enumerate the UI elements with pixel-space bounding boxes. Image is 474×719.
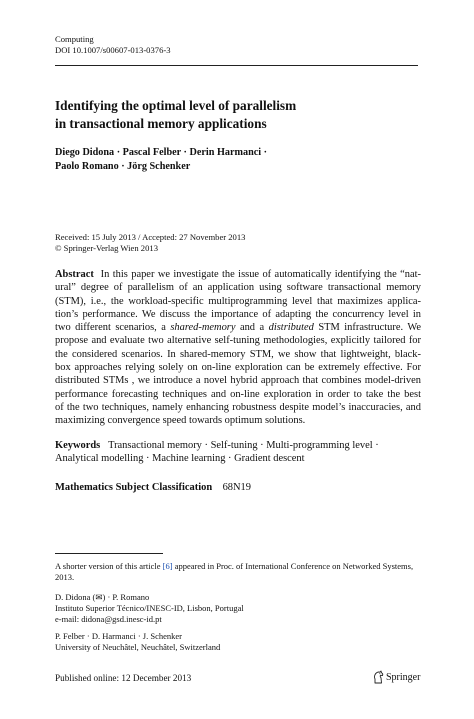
affiliation-email[interactable]: e-mail: didona@gsd.inesc-id.pt xyxy=(55,613,162,624)
abstract-text: two different scenarios, a xyxy=(55,322,171,334)
affiliation-institution: Instituto Superior Técnico/INESC-ID, Lisbon, Portugal xyxy=(55,602,244,613)
journal-header xyxy=(55,34,171,56)
publisher-name: Springer xyxy=(386,671,421,683)
msc-label: Mathematics Subject Classification xyxy=(55,482,213,493)
keywords-line: Analytical modelling · Machine learning · Gradient descent xyxy=(55,453,305,465)
abstract-line: maximizing convergence speed towards optimum solutions. xyxy=(55,415,306,427)
abstract-label: Abstract xyxy=(55,269,94,280)
author-line: Paolo Romano · Jörg Schenker xyxy=(55,160,191,172)
affiliation-2 xyxy=(55,631,425,653)
abstract-line: distributed STMs , we introduce a novel hybrid approach that combines model-driven xyxy=(55,375,421,387)
keywords-line xyxy=(55,439,421,452)
copyright: © Springer-Verlag Wien 2013 xyxy=(55,242,158,253)
abstract-text: and a xyxy=(235,322,269,334)
keywords-text: Transactional memory · Self-tuning · Multi-programming level · xyxy=(108,440,379,451)
msc-value: 68N19 xyxy=(222,482,251,493)
title-line: in transactional memory applications xyxy=(55,115,267,131)
footnote xyxy=(55,561,425,583)
author-list xyxy=(55,146,425,173)
publisher-logo xyxy=(372,670,420,684)
abstract-line: performance forecasting techniques and on-line exploration in order to take the best xyxy=(55,388,421,400)
keywords xyxy=(55,439,421,466)
abstract-line: (STM), i.e., the workload-specific multiprogramming level that maximizes applica- xyxy=(55,295,421,307)
footnote-line: 2013. xyxy=(55,571,75,582)
published-date: Published online: 12 December 2013 xyxy=(55,673,192,683)
abstract-line: tion’s performance. We discuss the importance of adapting the concurrency level in xyxy=(55,308,421,320)
abstract-text: In this paper we investigate the issue of automatically identifying the “nat- xyxy=(100,269,421,280)
affiliation-1 xyxy=(55,592,425,624)
abstract-emph: distributed xyxy=(268,322,314,334)
footnote-line xyxy=(55,561,425,572)
doi[interactable]: DOI 10.1007/s00607-013-0376-3 xyxy=(55,45,171,55)
footnote-text: A shorter version of this article xyxy=(55,561,163,571)
received-accepted: Received: 15 July 2013 / Accepted: 27 November 2013 xyxy=(55,232,246,242)
abstract-emph: shared-memory xyxy=(170,322,236,334)
footnote-rule xyxy=(55,553,163,554)
affiliation-names: P. Felber · D. Harmanci · J. Schenker xyxy=(55,631,182,641)
affiliation-names: D. Didona (✉) · P. Romano xyxy=(55,592,150,602)
paper-title xyxy=(55,97,425,132)
abstract-line xyxy=(55,268,421,281)
keywords-label: Keywords xyxy=(55,440,101,451)
footnote-text: appeared in Proc. of International Conference on Networked Systems, xyxy=(172,561,414,571)
abstract xyxy=(55,268,421,428)
abstract-line: ural” degree of parallelism of an application using software transactional memory xyxy=(55,282,421,294)
abstract-line: propose and evaluate two alternative self-tuning methodologies, explicitly tailored for xyxy=(55,335,421,347)
journal-name: Computing xyxy=(55,34,94,44)
msc-classification xyxy=(55,482,251,493)
citation-link[interactable]: [6] xyxy=(162,561,173,571)
article-dates xyxy=(55,232,245,254)
abstract-text: STM infrastructure. We xyxy=(313,322,422,334)
abstract-line: box approaches relying solely on on-line exploration can be extremely effective. For xyxy=(55,362,421,374)
author-line: Diego Didona · Pascal Felber · Derin Harmanci · xyxy=(55,147,268,158)
affiliation-institution: University of Neuchâtel, Neuchâtel, Switzerland xyxy=(55,641,221,652)
abstract-line xyxy=(55,321,421,334)
title-line: Identifying the optimal level of parallelism xyxy=(55,98,297,113)
abstract-line: the considered scenarios. In shared-memory STM, we show that lightweight, black- xyxy=(55,348,421,360)
abstract-line: of the two techniques, namely enhancing robustness despite model’s inaccuracies, and xyxy=(55,401,421,413)
header-rule xyxy=(55,65,418,66)
springer-knight-icon xyxy=(372,670,384,684)
